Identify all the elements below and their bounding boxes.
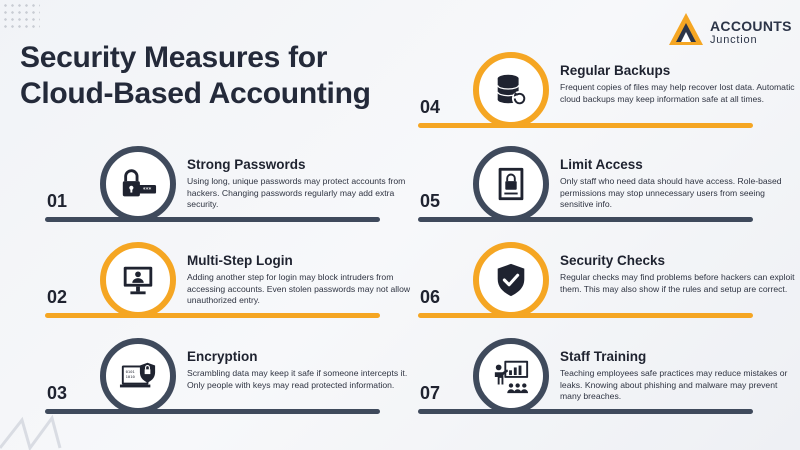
brand-subname: Junction [710,34,758,46]
step-description: Only staff who need data should have access. Role-based permissions may stop unnecessary users from seeing sensitive info. [560,176,782,209]
step-description: Adding another step for login may block intruders from accessing accounts. Even stolen passwords may not allow unauthorized entry. [187,272,411,305]
step-07 [418,338,788,418]
step-06 [418,242,795,322]
shield-check-icon [492,261,530,299]
step-bar [45,313,380,318]
step-number: 01 [47,191,68,211]
step-title: Staff Training [560,349,647,364]
monitor-user-icon [119,261,157,299]
step-number: 04 [420,97,441,117]
step-icon-circle [100,338,176,414]
step-bar [418,313,753,318]
step-number: 03 [47,383,68,403]
step-bar [418,217,753,222]
step-01 [45,146,406,226]
step-title: Regular Backups [560,63,671,78]
brand-logo [668,12,792,48]
step-title: Multi-Step Login [187,253,293,268]
svg-text:***: *** [142,187,152,194]
step-icon-circle [100,242,176,318]
logo-mark-icon [668,12,704,46]
step-description: Teaching employees safe practices may reduce mistakes or leaks. Knowing about phishing and malware may prevent many breaches. [560,368,788,401]
step-number: 06 [420,287,441,307]
step-title: Security Checks [560,253,666,268]
step-number: 07 [420,383,441,403]
step-bar [45,409,380,414]
locked-document-icon [492,165,530,203]
step-icon-circle [100,146,176,222]
step-05 [418,146,782,226]
password-lock-icon [119,165,157,203]
step-icon-circle [473,338,549,414]
step-description: Frequent copies of files may help recover lost data. Automatic cloud backups may keep information safe at all times. [560,82,795,104]
step-03 [45,338,408,418]
step-icon-circle [473,146,549,222]
step-04 [418,52,795,132]
svg-text:0101: 0101 [125,369,135,375]
step-bar [45,217,380,222]
step-icon-circle [473,242,549,318]
step-title: Strong Passwords [187,157,306,172]
step-description: Scrambling data may keep it safe if someone intercepts it. Only people with keys may read protected information. [187,368,408,390]
step-number: 02 [47,287,68,307]
brand-name: ACCOUNTS [710,18,792,34]
step-description: Using long, unique passwords may protect accounts from hackers. Changing passwords regularly may add extra security. [187,176,406,209]
step-description: Regular checks may find problems before hackers can exploit them. This may also show if the rules and setup are correct. [560,272,795,294]
page-title: Security Measures for Cloud-Based Accounting [20,41,371,110]
encrypted-screen-icon [119,357,157,395]
presentation-training-icon [492,357,530,395]
step-bar [418,123,753,128]
step-icon-circle [473,52,549,128]
step-bar [418,409,753,414]
database-backup-icon [492,71,530,109]
step-number: 05 [420,191,441,211]
step-02 [45,242,411,322]
step-title: Limit Access [560,157,643,172]
dot-pattern [2,2,40,30]
svg-text:1010: 1010 [125,373,135,379]
step-title: Encryption [187,349,258,364]
